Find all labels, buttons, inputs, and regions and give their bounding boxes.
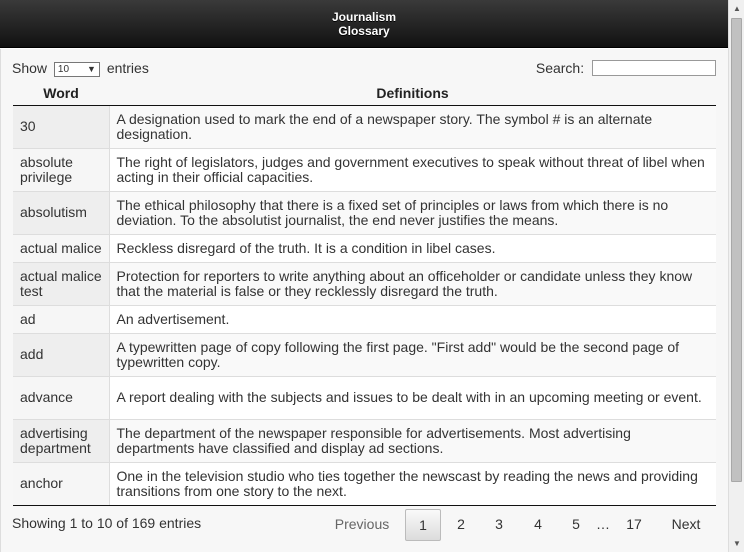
page-button-1[interactable]: 1 (405, 509, 441, 541)
show-label: Show (12, 60, 48, 76)
word-cell: 30 (13, 105, 109, 148)
table-row (13, 105, 716, 148)
definition-cell: Reckless disregard of the truth. It is a condition in libel cases. (109, 234, 716, 262)
glossary-table (13, 81, 716, 506)
word-cell: actual malice (13, 234, 109, 262)
page-button-3[interactable]: 3 (495, 516, 503, 532)
word-cell: advertising department (13, 419, 109, 462)
definition-cell: Protection for reporters to write anything about an officeholder or candidate unless they know that the material is false or they recklessly disregard the truth. (109, 262, 716, 305)
table-row (13, 462, 716, 505)
page-button-2[interactable]: 2 (457, 516, 465, 532)
word-cell: anchor (13, 462, 109, 505)
page-scrollbar[interactable] (728, 0, 744, 552)
table-row (13, 305, 716, 333)
search-label: Search: (535, 60, 585, 76)
title-line-1: Journalism (331, 10, 397, 24)
table-row (13, 376, 716, 419)
word-cell: advance (13, 376, 109, 419)
column-header-definitions[interactable]: Definitions (109, 81, 716, 105)
page-button-17[interactable]: 17 (626, 516, 642, 532)
scrollbar-thumb[interactable] (731, 18, 742, 482)
glossary-content (0, 49, 728, 552)
definition-cell: One in the television studio who ties together the newscast by reading the news and providing transitions from one story to the next. (109, 462, 716, 505)
chevron-down-icon: ▼ (87, 64, 96, 74)
title-line-2: Glossary (338, 24, 390, 38)
table-row (13, 333, 716, 376)
definition-cell: The department of the newspaper responsible for advertisements. Most advertising departments have classified and display ad sections. (109, 419, 716, 462)
table-row (13, 262, 716, 305)
table-info: Showing 1 to 10 of 169 entries (12, 515, 202, 531)
entries-select[interactable] (54, 62, 100, 77)
word-cell: ad (13, 305, 109, 333)
next-button[interactable]: Next (671, 516, 701, 532)
entries-select-value: 10 (57, 64, 70, 75)
table-header-row (13, 81, 716, 105)
table-controls (12, 60, 716, 80)
table-row (13, 234, 716, 262)
app-header (0, 0, 728, 48)
definition-cell: A report dealing with the subjects and issues to be dealt with in an upcoming meeting or event. (109, 376, 716, 419)
definition-cell: The right of legislators, judges and government executives to speak without threat of libel when acting in their official capacities. (109, 148, 716, 191)
word-cell: actual malice test (13, 262, 109, 305)
word-cell: absolutism (13, 191, 109, 234)
table-row (13, 191, 716, 234)
column-header-word[interactable]: Word (13, 81, 109, 105)
entries-label: entries (106, 60, 149, 76)
definition-cell: The ethical philosophy that there is a fixed set of principles or laws from which there is no deviation. To the absolutist journalist, the end never justifies the means. (109, 191, 716, 234)
previous-button[interactable]: Previous (334, 516, 390, 532)
page-button-4[interactable]: 4 (534, 516, 542, 532)
entries-length-control (12, 60, 149, 77)
pagination-ellipsis: … (596, 516, 610, 532)
search-control (536, 60, 716, 76)
scroll-down-icon[interactable]: ▼ (733, 539, 741, 548)
word-cell: add (13, 333, 109, 376)
scroll-up-icon[interactable]: ▲ (733, 4, 741, 13)
definition-cell: A typewritten page of copy following the first page. "First add" would be the second page of typewritten copy. (109, 333, 716, 376)
search-input[interactable] (592, 60, 716, 76)
word-cell: absolute privilege (13, 148, 109, 191)
page-button-5[interactable]: 5 (572, 516, 580, 532)
table-row (13, 419, 716, 462)
definition-cell: An advertisement. (109, 305, 716, 333)
definition-cell: A designation used to mark the end of a newspaper story. The symbol # is an alternate designation. (109, 105, 716, 148)
table-row (13, 148, 716, 191)
